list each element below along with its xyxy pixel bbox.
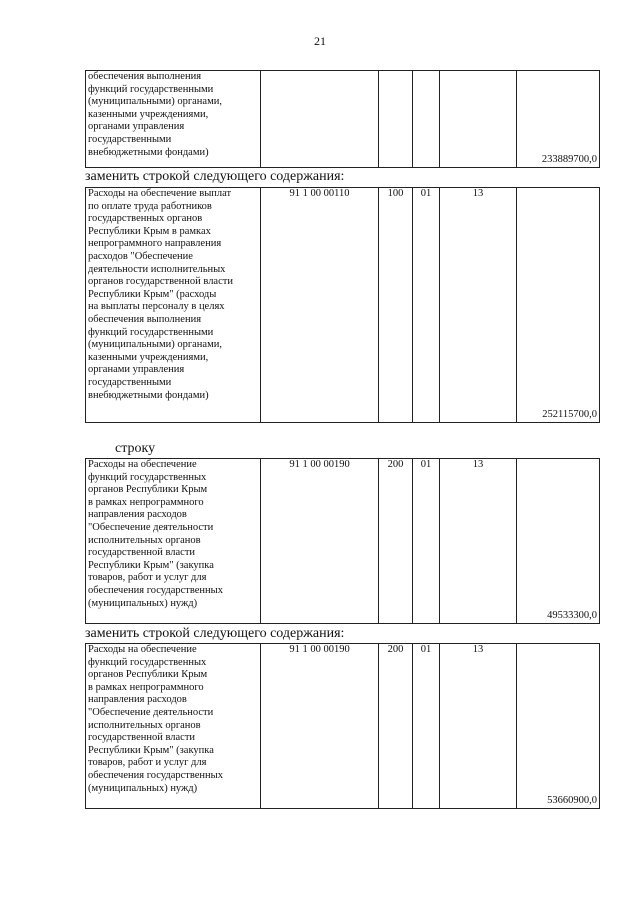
row-subsection [440,71,517,168]
row-amount: 252115700,0 [517,188,600,423]
row-code: 91 1 00 00190 [261,459,379,624]
row-expense-type: 200 [379,459,413,624]
table-row [86,71,600,168]
replace-instruction: заменить строкой следующего содержания: [85,626,345,641]
row-code: 91 1 00 00110 [261,188,379,423]
row-amount: 233889700,0 [517,71,600,168]
row-code [261,71,379,168]
table-row [86,188,600,423]
row-description: обеспечения выполнения функций государственными (муниципальными) органами, казенными учреждениями, органами управления государственными внебюджетными фондами) [86,71,261,168]
row-instruction: строку [115,441,156,456]
row-description: Расходы на обеспечение выплат по оплате труда работников государственных органов Республики Крым в рамках непрограммного направления расходов "Обеспечение деятельности исполнительных органов государственной власти Республики Крым" (расходы на выплаты персоналу в целях обеспечения выполнения функций государственными (муниципальными) органами, казенными учреждениями, органами управления государственными внебюджетными фондами) [86,188,261,423]
row-description: Расходы на обеспечение функций государственных органов Республики Крым в рамках непрограммного направления расходов "Обеспечение деятельности исполнительных органов государственной власти Республики Крым" (закупка товаров, работ и услуг для обеспечения государственных (муниципальных) нужд) [86,459,261,624]
row-code: 91 1 00 00190 [261,644,379,809]
replace-instruction: заменить строкой следующего содержания: [85,169,345,184]
row-section: 01 [413,459,440,624]
budget-table-continued [85,70,600,168]
row-section: 01 [413,644,440,809]
page-number: 21 [314,34,326,48]
table-row [86,459,600,624]
budget-table-replacement-2 [85,643,600,809]
budget-table-replacement-1 [85,187,600,423]
table-row [86,644,600,809]
row-subsection: 13 [440,644,517,809]
row-subsection: 13 [440,188,517,423]
row-section [413,71,440,168]
budget-table-original [85,458,600,624]
row-amount: 49533300,0 [517,459,600,624]
row-subsection: 13 [440,459,517,624]
row-description: Расходы на обеспечение функций государственных органов Республики Крым в рамках непрограммного направления расходов "Обеспечение деятельности исполнительных органов государственной власти Республики Крым" (закупка товаров, работ и услуг для обеспечения государственных (муниципальных) нужд) [86,644,261,809]
row-expense-type: 200 [379,644,413,809]
row-expense-type: 100 [379,188,413,423]
row-expense-type [379,71,413,168]
row-section: 01 [413,188,440,423]
row-amount: 53660900,0 [517,644,600,809]
